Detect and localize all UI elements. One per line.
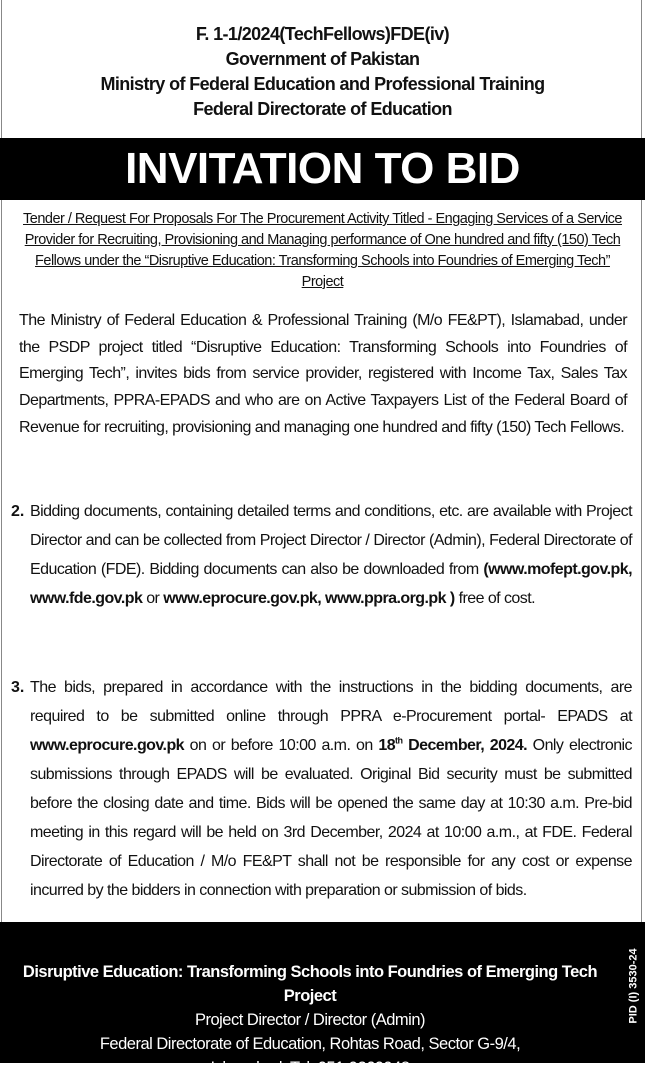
download-links-2: www.eprocure.gov.pk, www.ppra.org.pk ) [163,590,455,607]
directorate-name: Federal Directorate of Education [193,99,452,119]
contact-designation: Project Director / Director (Admin) [194,1011,426,1029]
paragraph-3 [30,673,632,905]
paragraph-3-end: Only electronic submissions through EPADS will be evaluated. Original Bid security must be submitted before the closing date and time. Bids will be opened the same day at 10:30 a.m. Pre-bid meeting in this regard will be held on 3rd December, 2024 at 10:00 a.m., at FDE. Federal Directorate of Education / M/o FE&PT shall not be responsible for any cost or expense incurred by the bidders in connection with preparation or submission of bids. [30,737,632,899]
paragraph-2-or: or [142,590,164,607]
pid-number: PID (I) 3530-24 [627,948,640,1024]
ministry-name: Ministry of Federal Education and Professional Training [100,74,545,94]
project-name: Disruptive Education: Transforming Schools into Foundries of Emerging Tech Project [22,963,598,1005]
paragraph-3-number: 3. [11,679,25,696]
contact-footer [0,922,645,1077]
paragraph-2-end: free of cost. [454,590,536,607]
file-number: F. 1-1/2024(TechFellows)FDE(iv) [195,24,450,44]
paragraph-1: The Ministry of Federal Education & Professional Training (M/o FE&PT), Islamabad, under the PSDP project titled “Disruptive Education: Transforming Schools into Foundries of Emerging Tech”, invites bids from service provider, registered with Income Tax, Sales Tax Departments, PPRA-EPADS and who are on Active Taxpayers List of the Federal Board of Revenue for recruiting, provisioning and managing one hundred and fifty (150) Tech Fellows. [19,312,627,436]
closing-date-rest: December, 2024. [402,737,528,754]
epads-link: www.eprocure.gov.pk [30,737,185,754]
document-header [0,22,645,122]
paragraph-2-number: 2. [11,503,25,520]
download-links-1: (www.mofept.gov.pk, www.fde.gov.pk [30,561,632,607]
closing-date [378,737,527,754]
closing-date-suffix: th [395,735,403,746]
title-banner [0,138,645,200]
closing-date-day: 18 [378,737,396,754]
paragraph-2 [30,497,632,613]
page-title: INVITATION TO BID [125,144,520,193]
contact-city-tel: Islamabad. Tel: 051-9260948 [210,1059,410,1077]
government-name: Government of Pakistan [225,49,420,69]
tender-subtitle: Tender / Request For Proposals For The Procurement Activity Titled - Engaging Services of a Service Provider for Recruiting, Provisioning and Managing performance of One hundred and fifty (150) Tech Fellows under the “Disruptive Education: Transforming Schools into Foundries of Emerging Tech” Project [23,211,622,290]
contact-address: Federal Directorate of Education, Rohtas Road, Sector G-9/4, [99,1035,521,1053]
paragraph-3-deadline-text: on or before 10:00 a.m. on [184,737,379,754]
paragraph-2-text: Bidding documents, containing detailed terms and conditions, etc. are available with Project Director and can be collected from Project Director / Director (Admin), Federal Directorate of Education (FDE). Bidding documents can also be downloaded from [30,503,632,578]
paragraph-3-text: The bids, prepared in accordance with the instructions in the bidding documents, are required to be submitted online through PPRA e-Procurement portal- EPADS at [30,679,632,725]
